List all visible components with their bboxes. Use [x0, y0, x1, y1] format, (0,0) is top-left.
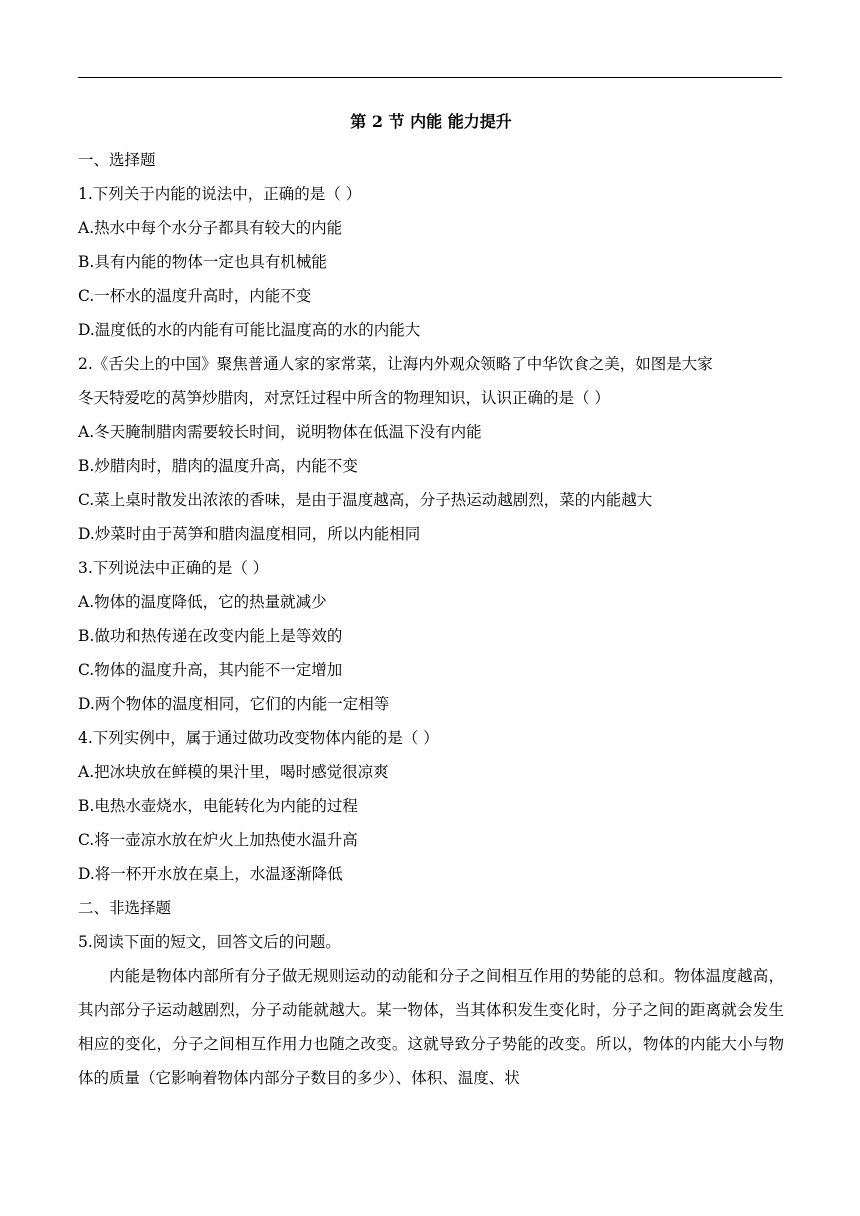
- question-1: [78, 177, 784, 347]
- option-a: A.热水中每个水分子都具有较大的内能: [78, 219, 343, 237]
- option-a: A.物体的温度降低，它的热量就减少: [78, 593, 327, 611]
- option-a: A.冬天腌制腊肉需要较长时间，说明物体在低温下没有内能: [78, 423, 482, 441]
- question-stem: 1.下列关于内能的说法中，正确的是（ ）: [78, 185, 362, 203]
- question-4: [78, 721, 784, 891]
- option-d: D.温度低的水的内能有可能比温度高的水的内能大: [78, 321, 421, 339]
- page-title: 第 2 节 内能 能力提升: [350, 112, 512, 131]
- question-2: [78, 347, 784, 551]
- option-b: B.电热水壶烧水，电能转化为内能的过程: [78, 797, 358, 815]
- section-heading-choice: 一、选择题: [78, 151, 156, 169]
- option-d: D.两个物体的温度相同，它们的内能一定相等: [78, 695, 390, 713]
- option-b: B.炒腊肉时，腊肉的温度升高，内能不变: [78, 457, 358, 475]
- document-body: [78, 109, 784, 1095]
- question-3: [78, 551, 784, 721]
- question-stem: 2.《舌尖上的中国》聚焦普通人家的家常菜，让海内外观众领略了中华饮食之美，如图是大家: [78, 355, 713, 373]
- option-c: C.将一壶凉水放在炉火上加热使水温升高: [78, 831, 358, 849]
- question-5: [78, 925, 784, 1095]
- option-b: B.做功和热传递在改变内能上是等效的: [78, 627, 343, 645]
- question-stem: 5.阅读下面的短文，回答文后的问题。: [78, 933, 341, 951]
- option-a: A.把冰块放在鲜模的果汁里，喝时感觉很凉爽: [78, 763, 389, 781]
- question-stem: 4.下列实例中，属于通过做功改变物体内能的是（ ）: [78, 729, 439, 747]
- option-c: C.物体的温度升高，其内能不一定增加: [78, 661, 343, 679]
- option-d: D.将一杯开水放在桌上，水温逐渐降低: [78, 865, 343, 883]
- reading-passage: 内能是物体内部所有分子做无规则运动的动能和分子之间相互作用的势能的总和。物体温度越高，其内部分子运动越剧烈，分子动能就越大。某一物体，当其体积发生变化时，分子之间的距离就会发生相应的变化，分子之间相互作用力也随之改变。这就导致分子势能的改变。所以，物体的内能大小与物体的质量（它影响着物体内部分子数目的多少）、体积、温度、状: [78, 967, 784, 1087]
- question-stem-continued: 冬天特爱吃的莴笋炒腊肉，对烹饪过程中所含的物理知识，认识正确的是（ ）: [78, 389, 610, 407]
- option-d: D.炒菜时由于莴笋和腊肉温度相同，所以内能相同: [78, 525, 421, 543]
- option-c: C.菜上桌时散发出浓浓的香味，是由于温度越高，分子热运动越剧烈，菜的内能越大: [78, 491, 653, 509]
- question-stem: 3.下列说法中正确的是（ ）: [78, 559, 269, 577]
- option-c: C.一杯水的温度升高时，内能不变: [78, 287, 312, 305]
- header-rule: [78, 77, 782, 78]
- section-heading-nonchoice: 二、非选择题: [78, 899, 172, 917]
- option-b: B.具有内能的物体一定也具有机械能: [78, 253, 327, 271]
